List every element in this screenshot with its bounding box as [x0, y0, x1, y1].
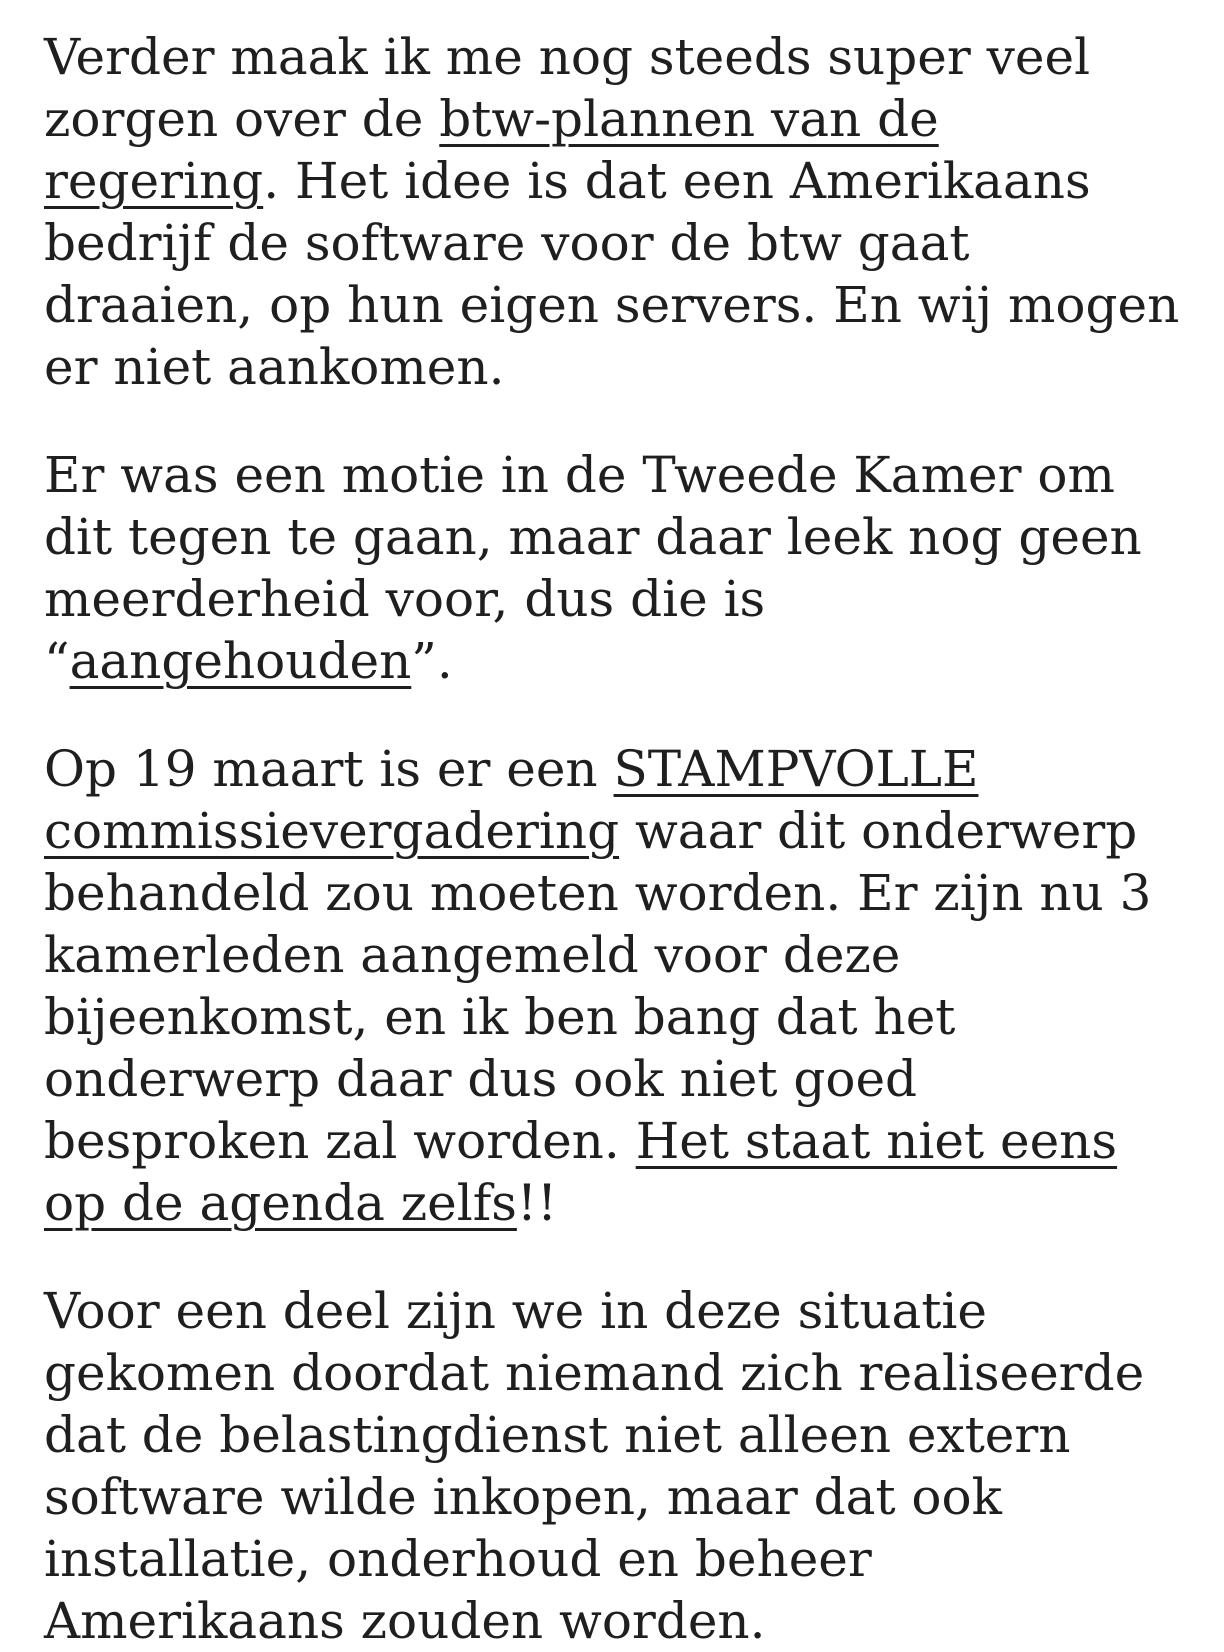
- paragraph-text: Er was een motie in de Tweede Kamer om dit tegen te gaan, maar daar leek nog geen meerderheid voor, dus die is “: [44, 446, 1142, 690]
- paragraph-text: Verder maak ik me nog steeds super veel zorgen over de: [44, 28, 1091, 148]
- paragraph-text: ”.: [411, 632, 453, 690]
- paragraph-text: Voor een deel zijn we in deze situatie gekomen doordat niemand zich realiseerde dat de belastingdienst niet alleen extern software wilde inkopen, maar dat ook installatie, onderhoud en beheer Amerikaans zouden worden.: [44, 1282, 1145, 1650]
- paragraph-text: waar dit onderwerp behandeld zou moeten worden. Er zijn nu 3 kamerleden aangemeld voor deze bijeenkomst, en ik ben bang dat het onderwerp daar dus ook niet goed besproken zal worden.: [44, 802, 1152, 1170]
- paragraph-1: [44, 26, 1184, 398]
- paragraph-text: . Het idee is dat een Amerikaans bedrijf de software voor de btw gaat draaien, op hun eigen servers. En wij mogen er niet aankomen.: [44, 152, 1180, 396]
- paragraph-text: Op 19 maart is er een: [44, 740, 614, 798]
- link-agenda[interactable]: Het staat niet eens op de agenda zelfs: [44, 1112, 1118, 1232]
- paragraph-2: [44, 444, 1184, 692]
- link-btw-plannen[interactable]: btw-plannen van de regering: [44, 90, 939, 210]
- paragraph-4: [44, 1280, 1184, 1652]
- link-aangehouden[interactable]: aangehouden: [69, 632, 412, 690]
- link-commissievergadering[interactable]: STAMPVOLLE commissievergadering: [44, 740, 979, 860]
- paragraph-text: !!: [516, 1174, 558, 1232]
- paragraph-3: [44, 738, 1184, 1234]
